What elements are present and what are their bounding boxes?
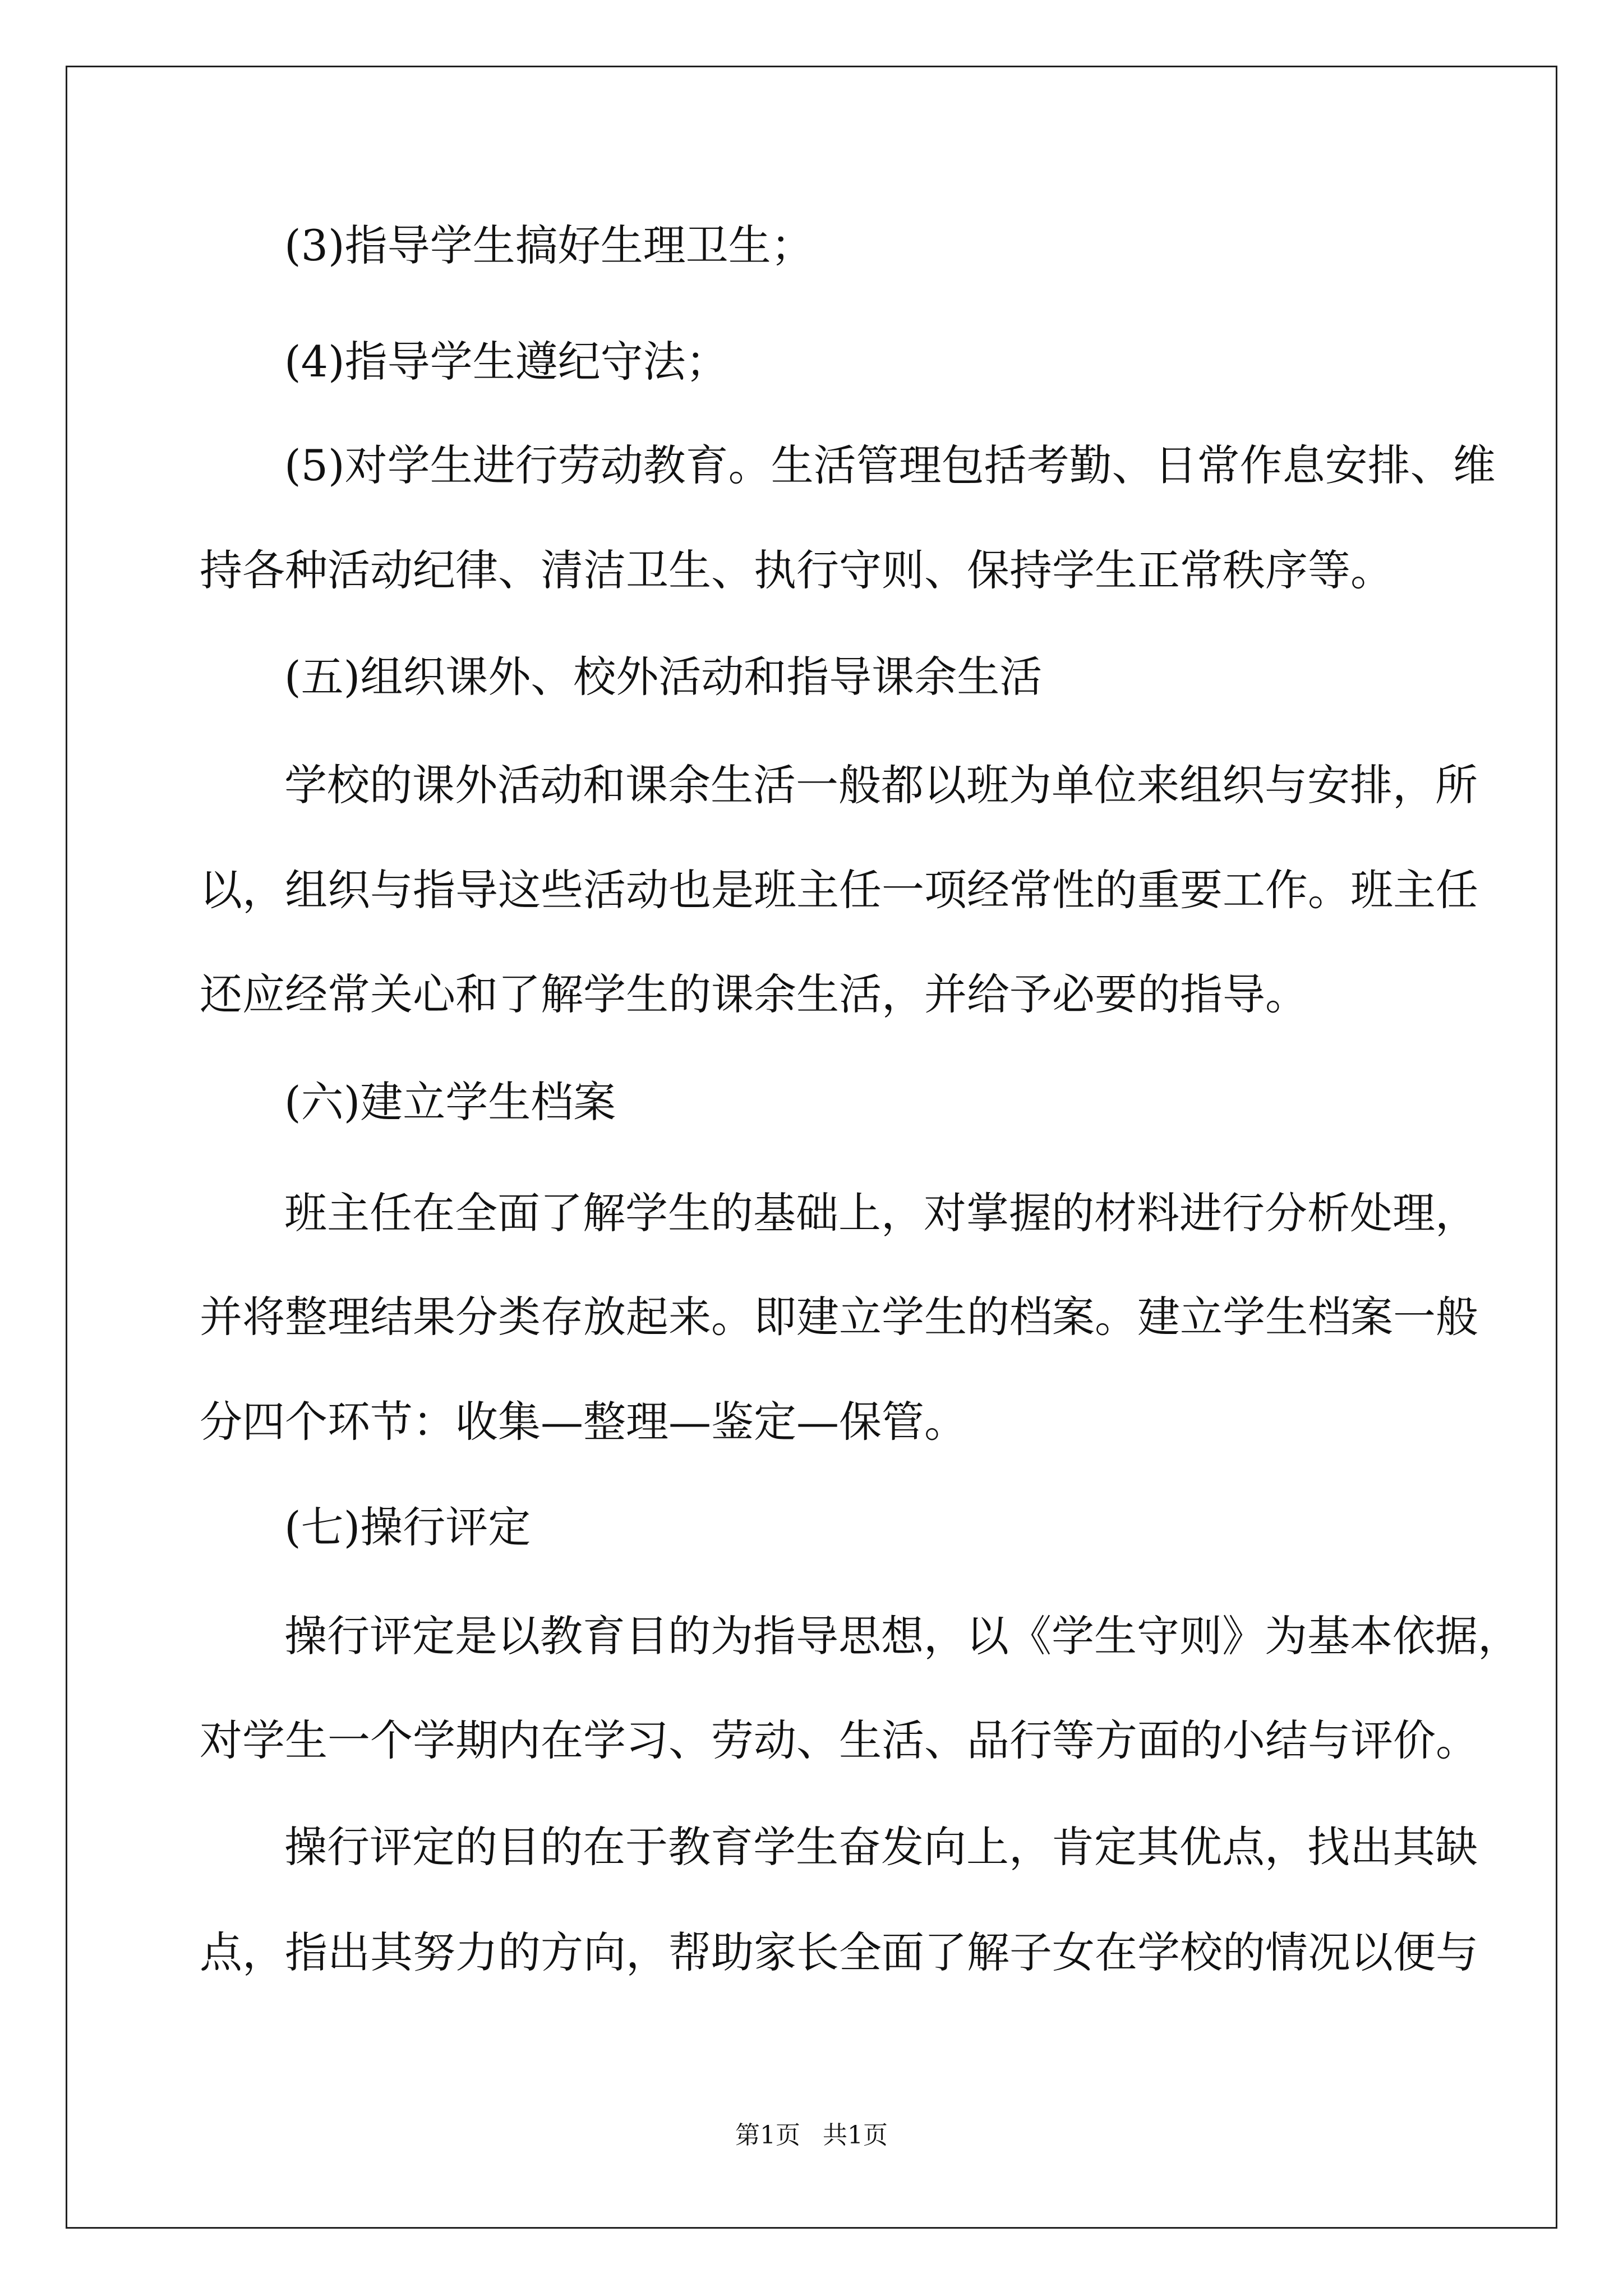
text-line: 点，指出其努力的方向，帮助家长全面了解子女在学校的情况以便与 — [200, 1927, 1478, 1977]
text-line: 操行评定是以教育目的为指导思想，以《学生守则》为基本依据， — [284, 1611, 1520, 1661]
text-line: (七)操行评定 — [284, 1502, 531, 1552]
page-number: 第1页 — [735, 2121, 800, 2150]
page-footer — [0, 2115, 1623, 2151]
page-total: 共1页 — [823, 2121, 888, 2150]
text-line: 还应经常关心和了解学生的课余生活，并给予必要的指导。 — [200, 969, 1308, 1019]
text-line: 并将整理结果分类存放起来。即建立学生的档案。建立学生档案一般 — [200, 1292, 1478, 1342]
text-line: 分四个环节：收集—整理—鉴定—保管。 — [200, 1397, 967, 1447]
text-line: 持各种活动纪律、清洁卫生、执行守则、保持学生正常秩序等。 — [200, 545, 1393, 595]
text-line: 班主任在全面了解学生的基础上，对掌握的材料进行分析处理， — [284, 1188, 1478, 1238]
text-line: 对学生一个学期内在学习、劳动、生活、品行等方面的小结与评价。 — [200, 1715, 1478, 1765]
text-line: (3)指导学生搞好生理卫生； — [284, 220, 814, 270]
text-line: (五)组织课外、校外活动和指导课余生活 — [284, 652, 1043, 702]
page-border — [66, 66, 1557, 2229]
text-line: (4)指导学生遵纪守法； — [284, 337, 728, 386]
text-line: 学校的课外活动和课余生活一般都以班为单位来组织与安排，所 — [284, 760, 1478, 810]
text-line: 以，组织与指导这些活动也是班主任一项经常性的重要工作。班主任 — [200, 865, 1478, 915]
text-line: 操行评定的目的在于教育学生奋发向上，肯定其优点，找出其缺 — [284, 1822, 1478, 1872]
text-line: (5)对学生进行劳动教育。生活管理包括考勤、日常作息安排、维 — [284, 440, 1496, 490]
text-line: (六)建立学生档案 — [284, 1077, 616, 1127]
